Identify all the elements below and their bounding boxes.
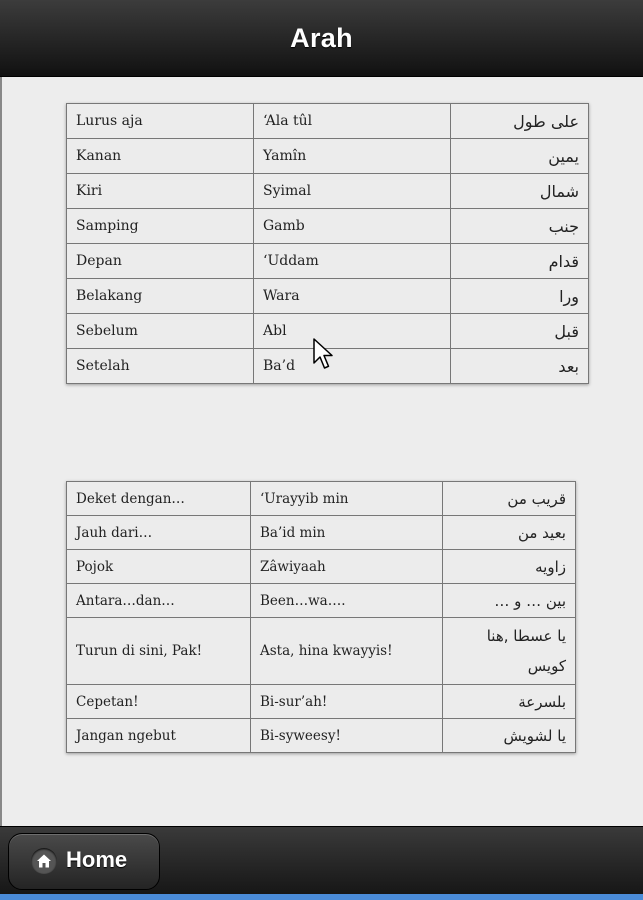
table-row (67, 139, 589, 174)
arabic-cell: على طول (451, 104, 589, 139)
indonesian-cell: Depan (67, 244, 254, 279)
arabic-cell: ورا (451, 279, 589, 314)
transliteration-cell: ‘Urayyib min (251, 482, 443, 516)
transliteration-cell: Syimal (254, 174, 451, 209)
indonesian-cell: Sebelum (67, 314, 254, 349)
content-area (0, 77, 643, 826)
table-row (67, 685, 576, 719)
mouse-pointer-icon (312, 337, 334, 371)
arabic-cell: بعيد من (443, 516, 576, 550)
arabic-cell: بعد (451, 349, 589, 384)
transliteration-cell: Zâwiyaah (251, 550, 443, 584)
indonesian-cell: Kanan (67, 139, 254, 174)
phrases-table (66, 481, 576, 753)
table-row (67, 482, 576, 516)
arabic-cell: قريب من (443, 482, 576, 516)
transliteration-cell: Been…wa…. (251, 584, 443, 618)
indonesian-cell: Samping (67, 209, 254, 244)
transliteration-cell: Yamîn (254, 139, 451, 174)
transliteration-cell: Bi-syweesy! (251, 719, 443, 753)
indonesian-cell: Belakang (67, 279, 254, 314)
table-row (67, 244, 589, 279)
arabic-cell: بلسرعة (443, 685, 576, 719)
page-title: Arah (290, 22, 353, 53)
arabic-cell: زاويه (443, 550, 576, 584)
transliteration-cell: Abl (254, 314, 451, 349)
table-row (67, 550, 576, 584)
footer-bar (0, 826, 643, 895)
arabic-cell: يا عسطا ,هنا كويس (443, 618, 576, 685)
transliteration-cell: Ba’id min (251, 516, 443, 550)
home-icon (31, 848, 57, 874)
table-row (67, 209, 589, 244)
arabic-cell: قبل (451, 314, 589, 349)
home-button-label: Home (66, 847, 128, 872)
arabic-cell: يا لشويش (443, 719, 576, 753)
indonesian-cell: Jauh dari… (67, 516, 251, 550)
indonesian-cell: Kiri (67, 174, 254, 209)
arabic-cell: جنب (451, 209, 589, 244)
indonesian-cell: Jangan ngebut (67, 719, 251, 753)
arabic-cell: شمال (451, 174, 589, 209)
table-row (67, 618, 576, 685)
transliteration-cell: Ba’d (254, 349, 451, 384)
transliteration-cell: Bi-sur’ah! (251, 685, 443, 719)
table-row (67, 584, 576, 618)
transliteration-cell: Gamb (254, 209, 451, 244)
indonesian-cell: Pojok (67, 550, 251, 584)
transliteration-cell: Wara (254, 279, 451, 314)
indonesian-cell: Antara…dan… (67, 584, 251, 618)
arabic-cell: قدام (451, 244, 589, 279)
header-bar (0, 0, 643, 77)
transliteration-cell: ‘Ala tûl (254, 104, 451, 139)
arabic-cell: يمين (451, 139, 589, 174)
transliteration-cell: Asta, hina kwayyis! (251, 618, 443, 685)
indonesian-cell: Lurus aja (67, 104, 254, 139)
table-row (67, 719, 576, 753)
home-button[interactable] (8, 833, 160, 890)
table-row (67, 279, 589, 314)
indonesian-cell: Turun di sini, Pak! (67, 618, 251, 685)
bottom-edge (0, 894, 643, 900)
table-row (67, 174, 589, 209)
arabic-cell: بين … و … (443, 584, 576, 618)
table-row (67, 104, 589, 139)
indonesian-cell: Deket dengan… (67, 482, 251, 516)
transliteration-cell: ‘Uddam (254, 244, 451, 279)
indonesian-cell: Cepetan! (67, 685, 251, 719)
table-row (67, 516, 576, 550)
indonesian-cell: Setelah (67, 349, 254, 384)
